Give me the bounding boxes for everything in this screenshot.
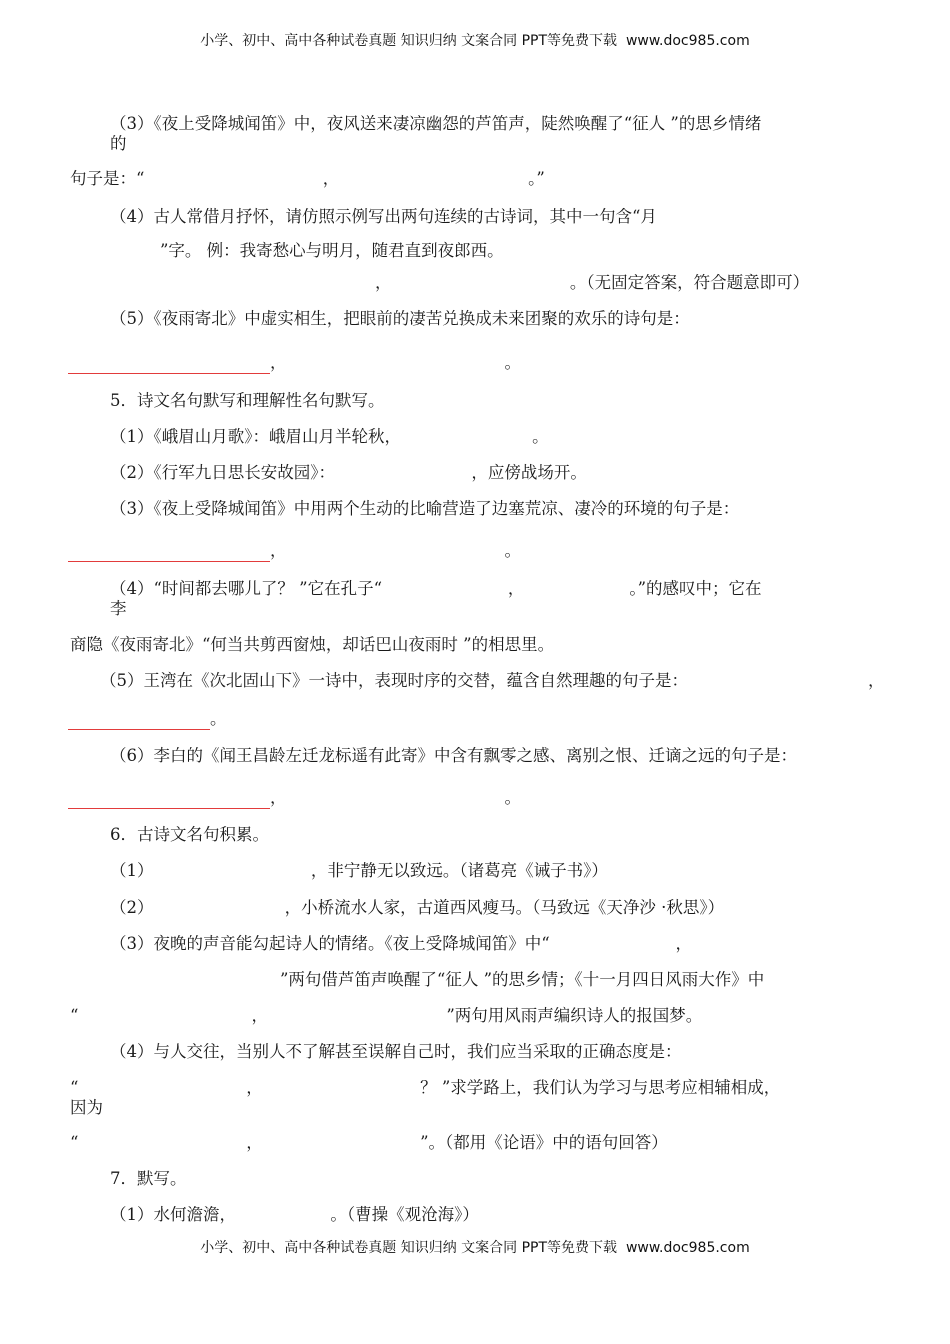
page-footer: [0, 1237, 950, 1257]
section-5-title: 5．诗文名句默写和理解性名句默写。: [110, 391, 385, 410]
s5-q5-comma: ，: [868, 671, 885, 690]
q3-line: （3）《夜上受降城闻笛》中，夜风送来凄凉幽怨的芦笛声，陡然唤醒了“征人 ”的思乡情绪: [110, 114, 762, 133]
header-url: www.doc985.com: [625, 33, 750, 49]
s5-q2-line: （2）《行军九日思长安故园》： ，应傍战场开。: [110, 463, 587, 482]
section-6-title: 6．古诗文名句积累。: [110, 825, 269, 844]
footer-url: www.doc985.com: [625, 1240, 750, 1256]
header-text: 小学、初中、高中各种试卷真题 知识归纳 文案合同 PPT等免费下载: [200, 33, 618, 49]
answer-blank[interactable]: [68, 711, 210, 730]
footer-text: 小学、初中、高中各种试卷真题 知识归纳 文案合同 PPT等免费下载: [200, 1240, 618, 1256]
s7-q1-line: （1）水何澹澹， 。（曹操《观沧海》）: [110, 1205, 479, 1224]
s6-q3-line-3: “ ， ”两句用风雨声编织诗人的报国梦。: [70, 1006, 703, 1025]
s6-q3-line-2: ”两句借芦笛声唤醒了“征人 ”的思乡情；《十一月四日风雨大作》中: [280, 970, 765, 989]
period: 。: [504, 541, 521, 560]
s5-q4-line-2: 商隐《夜雨寄北》“何当共剪西窗烛，却话巴山夜雨时 ”的相思里。: [70, 635, 555, 654]
comma: ，: [270, 541, 287, 560]
comma: ，: [270, 788, 287, 807]
s6-q2-line: （2） ，小桥流水人家，古道西风瘦马。（马致远《天净沙 ·秋思》）: [110, 898, 725, 917]
answer-blank[interactable]: [68, 790, 270, 809]
q3-line-wrap: 的: [110, 134, 127, 153]
period: 。: [210, 709, 227, 728]
s5-q5-line: （5）王湾在《次北固山下》一诗中，表现时序的交替，蕴含自然理趣的句子是：: [100, 671, 688, 690]
comma: ，: [270, 353, 287, 372]
s6-q4-line-wrap: 因为: [70, 1098, 103, 1117]
q3-answer-line: 句子是：“ ， 。”: [70, 169, 545, 188]
period: 。: [504, 353, 521, 372]
s5-q6-line: （6）李白的《闻王昌龄左迁龙标遥有此寄》中含有飘零之感、离别之恨、迁谪之远的句子是：: [110, 746, 797, 765]
s6-q4-line-3: “ ， ”。（都用《论语》中的语句回答）: [70, 1133, 668, 1152]
s6-q4-line-2: “ ， ？ ”求学路上，我们认为学习与思考应相辅相成，: [70, 1078, 781, 1097]
q4-example-line: ”字。 例：我寄愁心与明月，随君直到夜郎西。: [160, 241, 504, 260]
s6-q3-line: （3）夜晚的声音能勾起诗人的情绪。《夜上受降城闻笛》中“ ，: [110, 934, 693, 953]
s6-q1-line: （1） ，非宁静无以致远。（诸葛亮《诫子书》）: [110, 861, 608, 880]
s6-q4-line: （4）与人交往，当别人不了解甚至误解自己时，我们应当采取的正确态度是：: [110, 1042, 682, 1061]
q5-line: （5）《夜雨寄北》中虚实相生，把眼前的凄苦兑换成未来团聚的欢乐的诗句是：: [110, 309, 690, 328]
answer-blank[interactable]: [68, 543, 270, 562]
s5-q3-line: （3）《夜上受降城闻笛》中用两个生动的比喻营造了边塞荒凉、凄冷的环境的句子是：: [110, 499, 740, 518]
q5-answer-line: [68, 352, 521, 374]
s5-q6-answer-line: [68, 787, 521, 809]
s5-q4-line-wrap: 李: [110, 599, 127, 618]
period: 。: [504, 788, 521, 807]
s5-q1-line: （1）《峨眉山月歌》：峨眉山月半轮秋， 。: [110, 427, 549, 446]
page-header: [0, 30, 950, 50]
answer-blank[interactable]: [68, 355, 270, 374]
q4-line: （4）古人常借月抒怀，请仿照示例写出两句连续的古诗词，其中一句含“月: [110, 207, 657, 226]
q4-answer-line: ， 。（无固定答案，符合题意即可）: [375, 273, 810, 292]
section-7-title: 7．默写。: [110, 1169, 187, 1188]
s5-q3-answer-line: [68, 540, 521, 562]
s5-q5-answer-line: [68, 708, 227, 730]
s5-q4-line: （4）“时间都去哪儿了？ ”它在孔子“ ， 。”的感叹中；它在: [110, 579, 762, 598]
